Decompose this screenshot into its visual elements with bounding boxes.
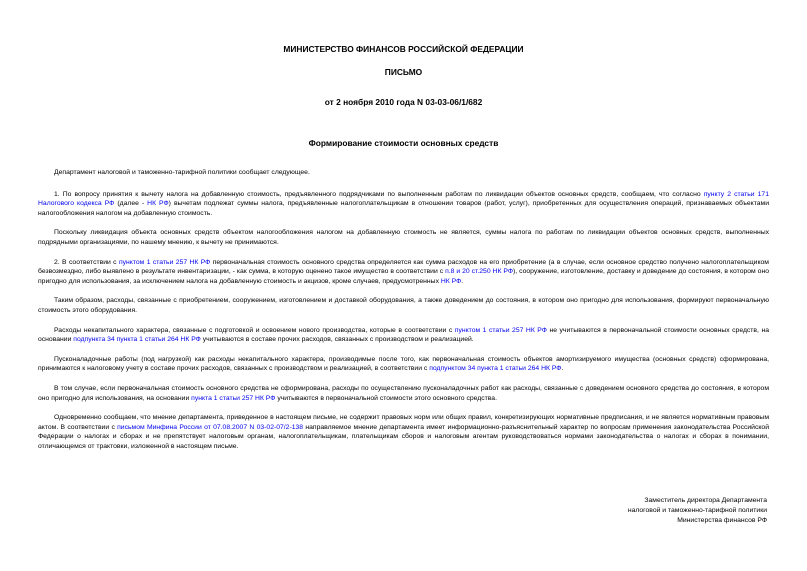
link-article-264[interactable]: подпунктом 34 пункта 1 статьи 264 НК РФ [429, 365, 562, 373]
text-fragment: 1. По вопросу принятия к вычету налога на добавленную стоимость, предъявленного подрядчиками по выполненным работам по ликвидации объектов основных средств, сообщаем, что согласно [54, 190, 704, 198]
paragraph-3 [38, 258, 769, 287]
link-tax-code[interactable]: НК РФ [147, 200, 169, 208]
text-fragment: В том случае, если первоначальная стоимость основного средства не сформирована, расходы по осуществлению пусконаладочных работ как расходы, связанные с доведением основного средства до состояния, в котором оно пригодно для использования, на основании [38, 384, 769, 402]
signature-block [628, 496, 767, 526]
text-fragment: первоначальная стоимость основного средства определяется как сумма расходов на его приобретение (а в случае, если основное средство получено налогоплательщиком безвозмездно, либо выявлено в результате инвентаризации, - как сумма, в которую оценено такое имущество в соответствии с [38, 258, 769, 276]
text-fragment: учитываются в составе прочих расходов, связанных с производством и реализацией. [200, 336, 474, 344]
text-fragment: Пусконаладочные работы (под нагрузкой) как расходы некапитального характера, производимые после того, как первоначальная стоимость объектов амортизируемого имущества (основных средств) сформирована, принимаются к налоговому учету в составе прочих расходов, связанных с производством и реализацией, в соответствии с [38, 355, 769, 373]
text-fragment: направляемое мнение департамента имеет информационно-разъяснительный характер по вопросам применения законодательства Российской Федерации о налогах и сборах и не препятствует налоговым органам, налогоплательщикам, плательщикам сборов и налоговым агентам руководствоваться нормами законодательства о налогах и сборах в понимании, отличающемся от трактовки, изложенной в настоящем письме. [38, 423, 769, 450]
document-title: Формирование стоимости основных средств [308, 138, 499, 148]
text-fragment: . [561, 365, 564, 373]
text-fragment: Одновременно сообщаем, что мнение департамента, приведенное в настоящем письме, не содержит правовых норм или общих правил, конкретизирующих нормативные предписания, и не является нормативным правовым актом. В соответствии с [38, 414, 769, 431]
ministry-heading: МИНИСТЕРСТВО ФИНАНСОВ РОССИЙСКОЙ ФЕДЕРАЦИИ [283, 44, 524, 54]
text-fragment: ) вычетам подлежат суммы налога, предъявленные налогоплательщикам в отношении товаров (работ, услуг), приобретенных для осуществления операций, признаваемых объектами налогообложения налогом на добавленную стоимость. [38, 200, 769, 217]
link-article-250[interactable]: п.8 и 20 ст.250 НК РФ [445, 268, 513, 276]
document-type: ПИСЬМО [384, 67, 423, 77]
link-article-264[interactable]: подпункта 34 пункта 1 статьи 264 НК РФ [73, 336, 201, 344]
link-article-257[interactable]: пунктом 1 статьи 257 НК РФ [454, 326, 547, 334]
link-article-257[interactable]: пункта 1 статьи 257 НК РФ [191, 394, 276, 402]
text-fragment: не учитываются в первоначальной стоимости основных средств, на основании [38, 326, 769, 344]
paragraph-4: Таким образом, расходы, связанные с приобретением, сооружением, изготовлением и доставкой оборудования, а также доведением до состояния, в котором оно пригодно для использования, формируют первоначальную стоимость этого оборудования. [38, 297, 769, 314]
date-number: от 2 ноября 2010 года N 03-03-06/1/682 [324, 97, 483, 107]
paragraph-2: Поскольку ликвидация объекта основных средств объектом налогообложения налогом на добавленную стоимость не является, суммы налога по работам по ликвидации объектов основных средств, выполненных подрядными организациями, по нашему мнению, к вычету не принимаются. [38, 229, 769, 246]
paragraph-intro: Департамент налоговой и таможенно-тарифной политики сообщает следующее. [54, 169, 310, 176]
signature-line: Министерства финансов РФ [677, 517, 767, 524]
text-fragment: Расходы некапитального характера, связанные с подготовкой и освоением нового производства, которые в соответствии с [54, 326, 455, 334]
link-tax-code[interactable]: НК РФ [440, 277, 462, 285]
text-fragment: (далее - [114, 200, 148, 208]
paragraph-7 [38, 384, 769, 403]
signature-line: налоговой и таможенно-тарифной политики [627, 507, 767, 514]
paragraph-8 [38, 413, 769, 451]
signature-line: Заместитель директора Департамента [644, 497, 767, 504]
text-fragment: учитываются в первоначальной стоимости этого основного средства. [275, 394, 497, 402]
paragraph-1 [38, 190, 769, 219]
paragraph-5 [38, 326, 769, 345]
link-minfin-letter[interactable]: письмом Минфина России от 07.08.2007 N 03-02-07/2-138 [117, 423, 304, 431]
link-article-171[interactable]: пункту 2 статьи 171 Налогового кодекса РФ [38, 190, 769, 208]
link-article-257[interactable]: пунктом 1 статьи 257 НК РФ [118, 258, 211, 266]
text-fragment: ), сооружение, изготовление, доставку и доведение до состояния, в котором оно пригодно для использования, за исключением налога на добавленную стоимость и акцизов, кроме случаев, предусмотренных [38, 268, 769, 285]
text-fragment: 2. В соответствии с [54, 258, 119, 266]
text-fragment: . [461, 277, 464, 285]
paragraph-6 [38, 355, 769, 374]
document-body [38, 168, 769, 461]
